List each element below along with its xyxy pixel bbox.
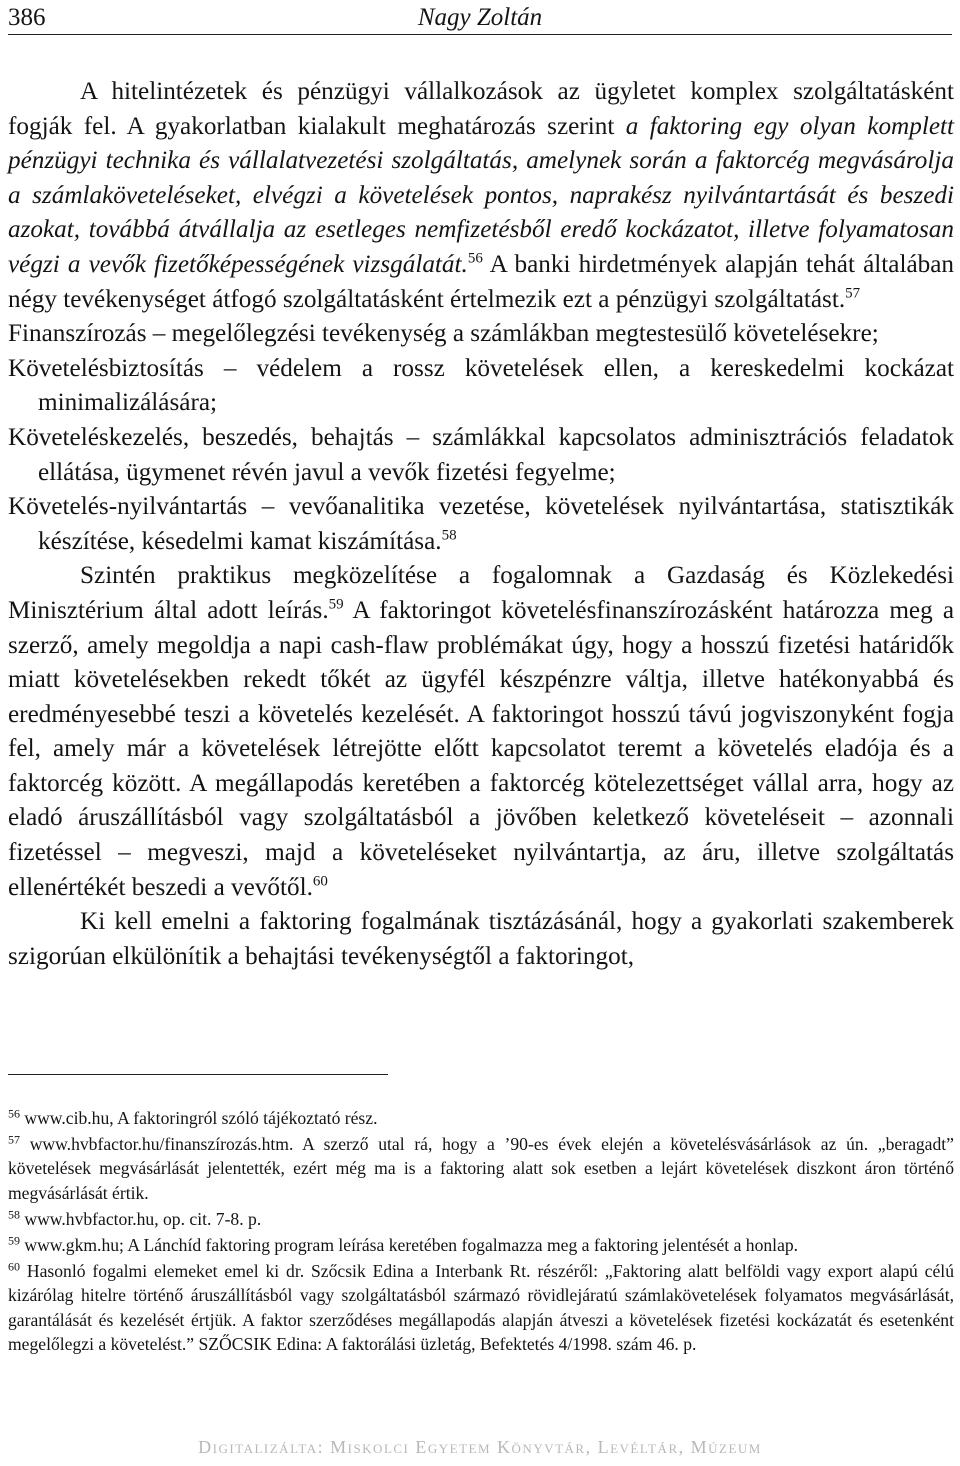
footnote-60: $^{60}$ Hasonló fogalmi elemeket emel ki dr. Szőcsik Edina a Interbank Rt. részéről: „Faktoring alatt belföldi vagy export alapú célú kizárólag hitelre történő áruszállításból vagy szolgáltatásból származó rövidlejáratú számlakövetelések folyamatos megvásárlását, garantálását és kezelését értjük. A faktor szerződéses megállapodás alapján átveszi a követelések fizetési kockázatát és esetenként megelőlegzi a követelést.” SZŐCSIK Edina: A faktorálási üzletág, Befektetés 4/1998. szám 46. p.	[8, 1259, 954, 1354]
list-item-registry: Követelés-nyilvántartás – vevőanalitika vezetése, követelések nyilvántartása, statisztikák készítése, késedelmi kamat kiszámítása.$^{58}$	[8, 493, 954, 555]
footnote-separator	[8, 1074, 388, 1075]
footnote-ref-59[interactable]: 59	[328, 596, 344, 613]
digitization-watermark: Digitalizálta: Miskolci Egyetem Könyvtár, Levéltár, Múzeum	[198, 1437, 762, 1457]
paragraph-ministry: Szintén praktikus megközelítése a fogalomnak a Gazdaság és Közlekedési Minisztérium által adott leírás.$^{59}$ A faktoringot követelésfinanszírozásként határozza meg a szerző, amely megoldja a napi cash-flaw problémákat úgy, hogy a hosszú fizetési határidők miatt követelésekben rekedt tőkét az ügyfél készpénzre váltja, illetve hatékonyabbá és eredményesebbé teszi a követelés kezelését. A faktoringot hosszú távú jogviszonyként fogja fel, amely már a követelések létrejötte előtt kapcsolatot teremt a követelés eladója és a faktorcég között. A megállapodás keretében a faktorcég kötelezettséget vállal arra, hogy az eladó áruszállításból vagy szolgáltatásból a jövőben keletkező követeléseit – azonnali fizetéssel – megveszi, majd a követeléseket nyilvántartja, az áru, illetve szolgáltatás ellenértékét beszedi a vevőtől.$^{60}$	[8, 562, 954, 901]
footnote-ref-58[interactable]: 58	[441, 526, 457, 543]
body-text	[8, 75, 954, 974]
footnote-ref-60[interactable]: 60	[312, 872, 328, 889]
page-header	[8, 2, 952, 35]
page-number: 386	[8, 4, 46, 31]
definition-italic: a faktoring egy olyan komplett pénzügyi technika és vállalatvezetési szolgáltatás, amelynek során a faktorcég megvásárolja a számlaköveteléseket, elvégzi a követelések pontos, naprakész nyilvántartását és beszedi azokat, továbbá átvállalja az esetleges nemfizetésből eredő kockázatot, illetve folyamatosan végzi a vevők fizetőképességének vizsgálatát.	[8, 112, 954, 278]
footnote-57: $^{57}$ www.hvbfactor.hu/finanszírozás.htm. A szerző utal rá, hogy a ’90-es évek elején a követelésvásárlások az ún. „beragadt” követelések megvásárlását jelentették, ezért még ma is a faktoring alatt sok esetben a lejárt követelések diszkont áron történő megvásárlását értik.	[8, 1132, 954, 1203]
footnotes	[8, 1106, 954, 1358]
list-item-insurance: Követelésbiztosítás – védelem a rossz követelések ellen, a kereskedelmi kockázat minimalizálására;	[8, 354, 954, 417]
footnote-ref-56[interactable]: 56	[467, 250, 483, 267]
list-item-collection: Követeléskezelés, beszedés, behajtás – számlákkal kapcsolatos adminisztrációs feladatok ellátása, ügymenet révén javul a vevők fizetési fegyelme;	[8, 423, 954, 486]
running-head: Nagy Zoltán	[417, 4, 543, 31]
paragraph-definition: A hitelintézetek és pénzügyi vállalkozások az ügyletet komplex szolgáltatásként fogják fel. A gyakorlatban kialakult meghatározás szerint a faktoring egy olyan komplett pénzügyi technika és vállalatvezetési szolgáltatás, amelynek során a faktorcég megvásárolja a számlaköveteléseket, elvégzi a követelések pontos, naprakész nyilvántartását és beszedi azokat, továbbá átvállalja az esetleges nemfizetésből eredő kockázatot, illetve folyamatosan végzi a vevők fizetőképességének vizsgálatát.$^{56}$ A banki hirdetmények alapján tehát általában négy tevékenységet átfogó szolgáltatásként értelmezik ezt a pénzügyi szolgáltatást.$^{57}$	[8, 78, 954, 313]
list-item-financing: Finanszírozás – megelőlegzési tevékenység a számlákban megtestesülő követelésekre;	[8, 320, 879, 348]
footnote-ref-57[interactable]: 57	[845, 284, 861, 301]
footnote-56: $^{56}$ www.cib.hu, A faktoringról szóló tájékoztató rész.	[8, 1106, 378, 1128]
paragraph-conclusion: Ki kell emelni a faktoring fogalmának tisztázásánál, hogy a gyakorlati szakemberek szigorúan elkülönítik a behajtási tevékenységtől a faktoringot,	[8, 908, 954, 970]
footnote-58: $^{58}$ www.hvbfactor.hu, op. cit. 7-8. p.	[8, 1207, 262, 1229]
footnote-59: $^{59}$ www.gkm.hu; A Lánchíd faktoring program leírása keretében fogalmazza meg a faktoring jelentését a honlap.	[8, 1233, 799, 1256]
